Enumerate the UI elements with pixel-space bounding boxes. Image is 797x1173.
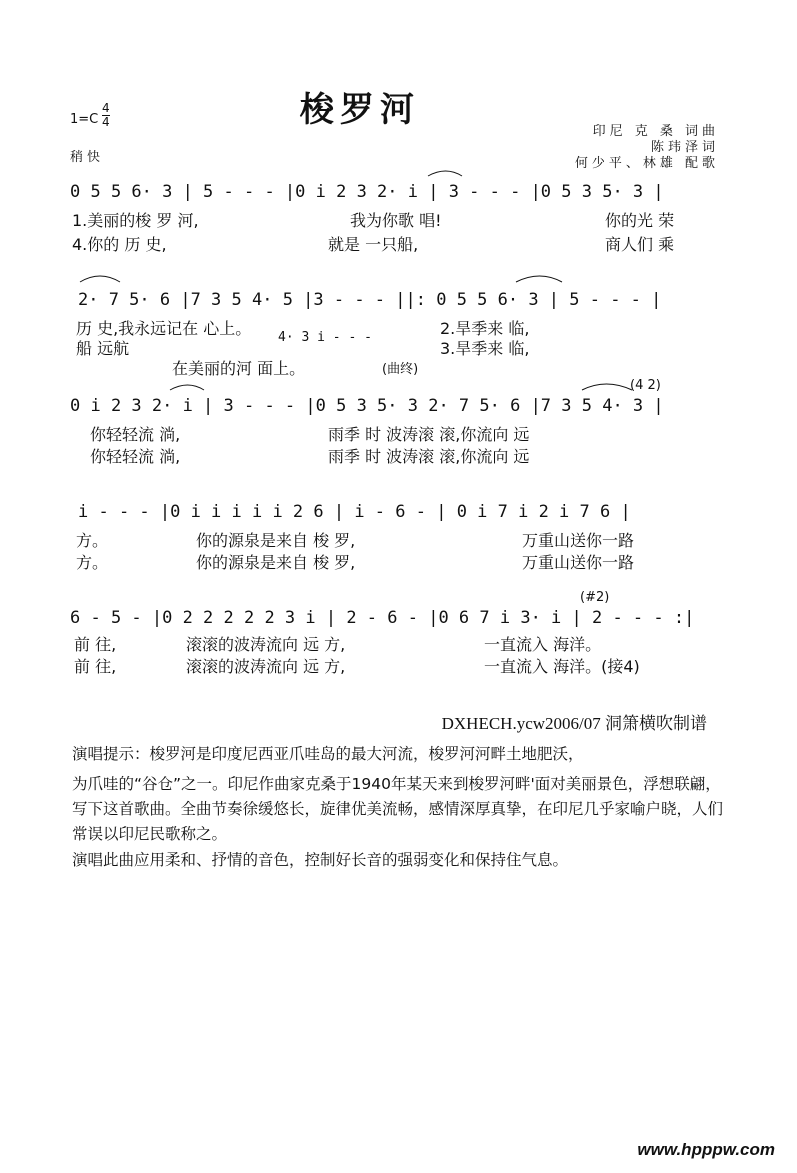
system-2-lyric3: 在美丽的河 面上。	[172, 359, 306, 378]
system-2-lyric-a: 历 史,我永远记在 心上。	[76, 319, 252, 338]
system-4-lyric2-a: 方。	[76, 553, 109, 572]
system-1-lyric-a: 1.美丽的梭 罗 河,	[72, 211, 199, 230]
system-1-lyric2-b: 就是 一只船,	[328, 235, 419, 254]
system-5-lyric2-c: 一直流入 海洋。(接4)	[484, 657, 640, 676]
system-5-lyric-b: 滚滚的波涛流向 远 方,	[186, 635, 346, 654]
credit-composer: 印尼 克 桑 词曲	[592, 124, 719, 139]
song-title: 梭罗河	[300, 90, 420, 130]
system-5-notes: 6 - 5 - |0 2 2 2 2 2 3 i | 2 - 6 - |0 6 7 i 3· i | 2 - - - :|	[70, 608, 695, 628]
end-mark: (曲终)	[382, 362, 419, 377]
system-1-lyric-c: 你的光 荣	[605, 211, 675, 230]
system-1-notes: 0 5 5 6· 3 | 5 - - - |0 i 2 3 2· i | 3 - - - |0 5 3 5· 3 |	[70, 182, 664, 202]
transcriber-signature: DXHECH.ycw2006/07 洞箫横吹制谱	[441, 714, 707, 733]
system-4-lyric-c: 万重山送你一路	[522, 531, 635, 550]
system-1-lyric-b: 我为你歌 唱!	[350, 211, 442, 230]
system-3-lyric2-b: 雨季 时 波涛滚 滚,你流向 远	[328, 447, 530, 466]
slur-arc	[516, 276, 562, 282]
system-3-lyric-a: 你轻轻流 淌,	[90, 425, 181, 444]
system-5-annotation: (#2)	[580, 590, 610, 605]
tempo-marking: 稍快	[70, 150, 105, 165]
system-4-lyric-a: 方。	[76, 531, 109, 550]
performance-note-line-3: 演唱此曲应用柔和、抒情的音色，控制好长音的强弱变化和保持住气息。	[72, 851, 569, 869]
watermark-url: www.hpppw.com	[637, 1140, 775, 1159]
key-signature: 1=C	[70, 112, 99, 127]
slur-arc	[582, 384, 632, 390]
system-3-notes: 0 i 2 3 2· i | 3 - - - |0 5 3 5· 3 2· 7 5· 6 |7 3 5 4· 3 |	[70, 396, 664, 416]
credit-translator: 陈玮泽词	[650, 140, 719, 155]
system-4-notes: i - - - |0 i i i i i 2 6 | i - 6 - | 0 i 7 i 2 i 7 6 |	[78, 502, 631, 522]
system-1-lyric2-c: 商人们 乘	[605, 235, 675, 254]
time-signature-bottom: 4	[102, 115, 110, 129]
system-2-alt-ending-notes: 4· 3 i - - -	[278, 330, 372, 345]
performance-note-line-1: 演唱提示：梭罗河是印度尼西亚爪哇岛的最大河流，梭罗河河畔土地肥沃，	[72, 745, 584, 763]
system-3-annotation: (4 2)	[630, 378, 661, 393]
system-2-lyric2-a: 船 远航	[76, 339, 130, 358]
system-5-lyric2-a: 前 往,	[74, 657, 117, 676]
system-2-notes: 2· 7 5· 6 |7 3 5 4· 5 |3 - - - ||: 0 5 5 6· 3 | 5 - - - |	[78, 290, 662, 310]
system-5-lyric-a: 前 往,	[74, 635, 117, 654]
system-2-lyric2-c: 3.旱季来 临,	[440, 339, 530, 358]
slur-arc	[80, 276, 120, 282]
system-2-lyric-b: 2.旱季来 临,	[440, 319, 530, 338]
time-signature-top: 4	[102, 101, 110, 115]
slur-arc	[170, 385, 204, 390]
system-1-lyric2-a: 4.你的 历 史,	[72, 235, 167, 254]
system-3-lyric2-a: 你轻轻流 淌,	[90, 447, 181, 466]
system-3-lyric-b: 雨季 时 波涛滚 滚,你流向 远	[328, 425, 530, 444]
system-4-lyric2-c: 万重山送你一路	[522, 553, 635, 572]
performance-note-paragraph: 为爪哇的“谷仓”之一。印尼作曲家克桑于1940年某天来到梭罗河畔'面对美丽景色，浮想联翩，写下这首歌曲。全曲节奏徐缓悠长，旋律优美流畅，感情深厚真挚，在印尼几乎家喻户晓，人们常误以印尼民歌称之。	[72, 775, 724, 843]
slur-arc	[428, 171, 462, 176]
system-5-lyric2-b: 滚滚的波涛流向 远 方,	[186, 657, 346, 676]
credit-arranger: 何少平、林雄 配歌	[574, 156, 719, 171]
system-4-lyric2-b: 你的源泉是来自 梭 罗,	[196, 553, 356, 572]
system-4-lyric-b: 你的源泉是来自 梭 罗,	[196, 531, 356, 550]
system-5-lyric-c: 一直流入 海洋。	[484, 635, 602, 654]
